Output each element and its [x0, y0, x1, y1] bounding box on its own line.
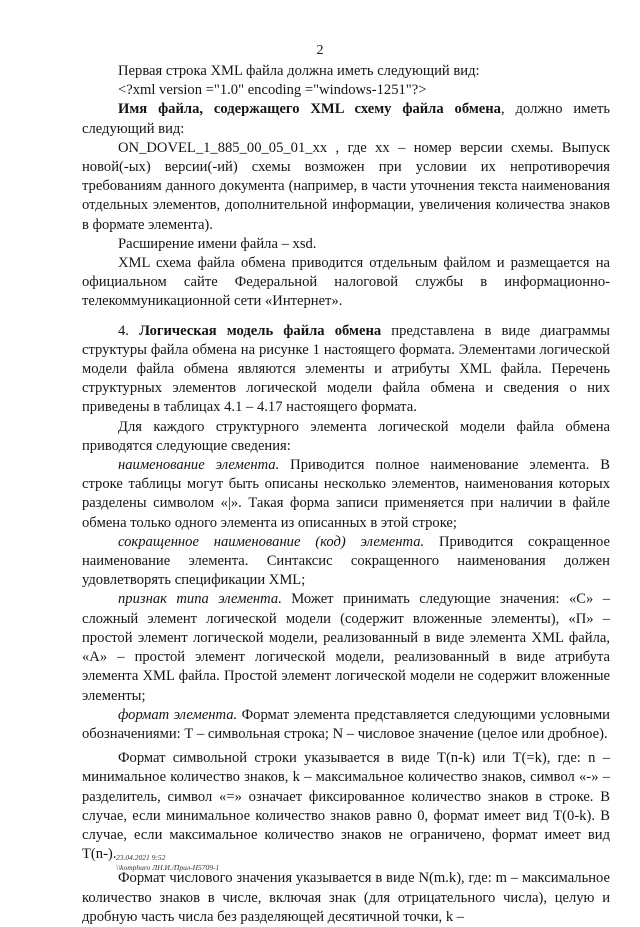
document-body [82, 62, 610, 927]
schema-filename-text: , должно иметь следующий вид: [82, 101, 610, 137]
paragraph-element-name [82, 456, 610, 533]
element-code-term: сокращенное наименование (код) элемента. [118, 533, 425, 550]
paragraph-element-code [82, 533, 610, 591]
paragraph-logical-model [82, 322, 610, 418]
paragraph-xml-first-line-intro: Первая строка XML файла должна иметь следующий вид: [118, 63, 480, 79]
schema-filename-heading: Имя файла, содержащего XML схему файла обмена [118, 101, 501, 118]
element-format-term: формат элемента. [118, 706, 238, 723]
print-footer [116, 853, 219, 873]
element-name-text: Приводится полное наименование элемента. В строке таблицы могут быть описаны несколько элементов, наименования которых разделены символом «|». Такая форма записи применяется при наличии в файле обмена только одного элемента из описанных в этой строке; [82, 457, 611, 531]
element-format-text: Формат элемента представляется следующими условными обозначениями: Т – символьная строка; N – числовое значение (целое или дробное). [82, 706, 610, 742]
footer-timestamp: 23.04.2021 9:52 [116, 853, 166, 862]
paragraph-element-format [82, 706, 610, 744]
paragraph-schema-version: ON_DOVEL_1_885_00_05_01_xx , где хх – номер версии схемы. Выпуск новой(-ых) версии(-ий) схемы возможен при условии их непротиворечия требованиям данного документа (например, в части уточнения текста наименования отдельных элементов, дополнительной информации, увеличения количества знаков в формате элемента). [82, 139, 610, 233]
footer-file-path: \\komphuro ЛН.И./Прил-Н5709-1 [116, 863, 220, 872]
logical-model-text: представлена в виде диаграммы структуры файла обмена на рисунке 1 настоящего формата. Элементами логической модели файла обмена являются элементы и атрибуты XML файла. Перечень структурных элементов логической модели файла обмена и сведения о них приведены в таблицах 4.1 – 4.17 настоящего формата. [82, 322, 610, 416]
paragraph-number-format: Формат числового значения указывается в виде N(m.k), где: m – максимальное количество знаков в числе, включая знак (для отрицательного числа), целую и дробную часть числа без разделяющей десятичной точки, k – [82, 870, 610, 925]
element-code-text: Приводится сокращенное наименование элемента. Синтаксис сокращенного наименования должен удовлетворять спецификации XML; [82, 533, 610, 589]
logical-model-heading: Логическая модель файла обмена [139, 322, 382, 339]
element-type-text: Может принимать следующие значения: «С» – сложный элемент логической модели (содержит вложенные элементы), «П» – простой элемент логической модели, реализованный в виде элемента XML файла, «А» – простой элемент логической модели, реализованный в виде атрибута элемента XML файла. Простой элемент логической модели не содержит вложенные элементы; [82, 591, 610, 704]
paragraph-element-info-intro: Для каждого структурного элемента логической модели файла обмена приводятся следующие сведения: [82, 418, 610, 454]
paragraph-file-extension: Расширение имени файла – xsd. [118, 235, 317, 252]
element-name-term: наименование элемента. [118, 457, 280, 474]
paragraph-xml-declaration: <?xml version ="1.0" encoding ="windows-1251"?> [118, 82, 427, 99]
paragraph-element-type [82, 590, 610, 705]
paragraph-schema-publication: XML схема файла обмена приводится отдельным файлом и размещается на официальном сайте Федеральной налоговой службы в информационно-телекоммуникационной сети «Интернет». [82, 255, 610, 310]
element-type-term: признак типа элемента. [118, 591, 282, 608]
section-number: 4. [118, 322, 140, 339]
paragraph-schema-filename [82, 100, 610, 138]
paragraph-string-format: Формат символьной строки указывается в виде Т(n-k) или T(=k), где: n – минимальное количество знаков, k – максимальное количество знаков, символ «-» – разделитель, символ «=» означает фиксированное количество знаков в строке. В случае, если минимальное количество знаков равно 0, формат имеет вид Т(0-k). В случае, если максимальное количество знаков не ограничено, формат имеет вид Т(n-). [82, 750, 610, 863]
page-number: 2 [316, 43, 324, 58]
